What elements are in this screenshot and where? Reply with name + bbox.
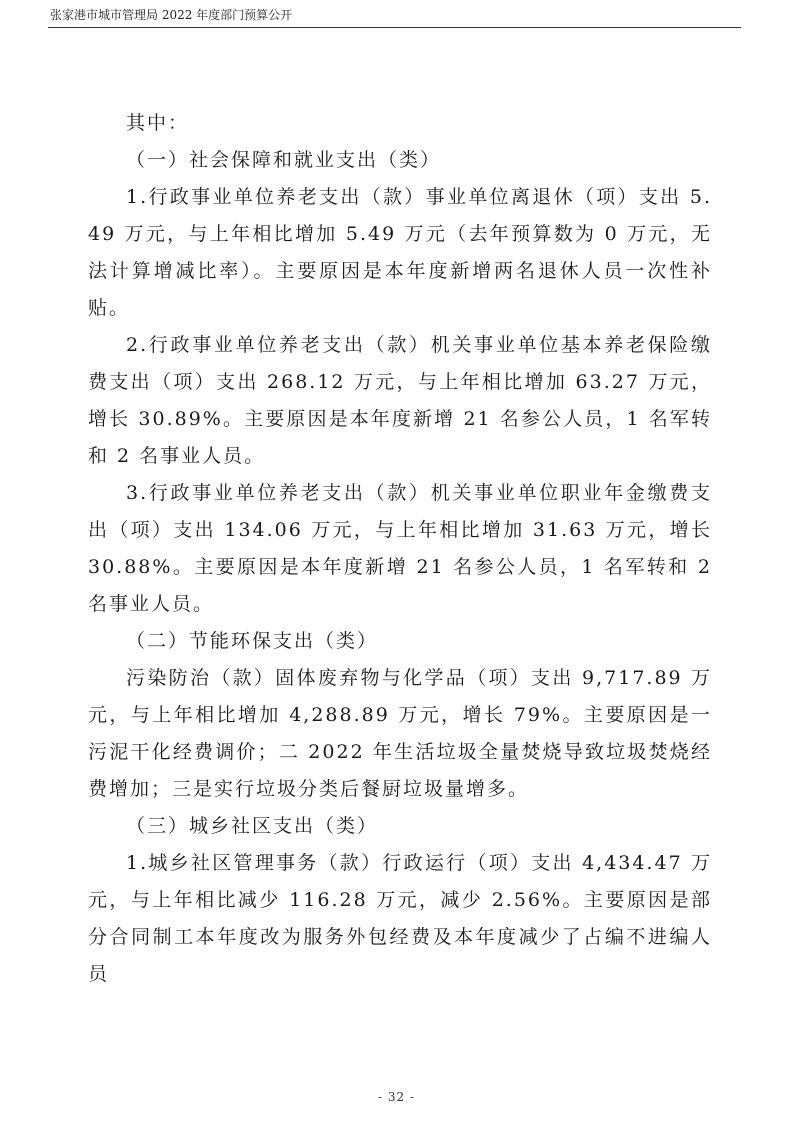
document-header-title: 张家港市城市管理局 2022 年度部门预算公开 <box>50 8 293 22</box>
section-heading-social-security: （一）社会保障和就业支出（类） <box>126 149 442 171</box>
paragraph-pollution-control-expense: 污染防治（款）固体废弃物与化学品（项）支出 9,717.89 万元，与上年相比增加 4,288.89 万元，增长 79%。主要原因是一污泥干化经费调价；二 2022 年生活垃圾全量焚烧导致垃圾焚烧经费增加；三是实行垃圾分类后餐厨垃圾量增多。 <box>88 667 712 800</box>
paragraph-occupational-annuity-expense: 3.行政事业单位养老支出（款）机关事业单位职业年金缴费支出（项）支出 134.06 万元，与上年相比增加 31.63 万元，增长 30.88%。主要原因是本年度新增 21 名参公人员，1 名军转和 2 名事业人员。 <box>88 482 712 615</box>
document-body <box>88 105 712 993</box>
page-number: - 32 - <box>377 1090 415 1104</box>
paragraph-administrative-operation-expense: 1.城乡社区管理事务（款）行政运行（项）支出 4,434.47 万元，与上年相比减少 116.28 万元，减少 2.56%。主要原因是部分合同制工本年度改为服务外包经费及本年度减少了占编不进编人员 <box>88 852 712 985</box>
paragraph-retirement-expense: 1.行政事业单位养老支出（款）事业单位离退休（项）支出 5.49 万元，与上年相比增加 5.49 万元（去年预算数为 0 万元，无法计算增减比率）。主要原因是本年度新增两名退休人员一次性补贴。 <box>88 186 712 319</box>
header-divider <box>48 27 741 28</box>
section-heading-energy-environment: （二）节能环保支出（类） <box>126 630 379 652</box>
paragraph-basic-pension-expense: 2.行政事业单位养老支出（款）机关事业单位基本养老保险缴费支出（项）支出 268.12 万元，与上年相比增加 63.27 万元，增长 30.89%。主要原因是本年度新增 21 名参公人员，1 名军转和 2 名事业人员。 <box>88 334 712 467</box>
section-heading-urban-rural-community: （三）城乡社区支出（类） <box>126 815 379 837</box>
paragraph-intro: 其中： <box>126 112 190 134</box>
